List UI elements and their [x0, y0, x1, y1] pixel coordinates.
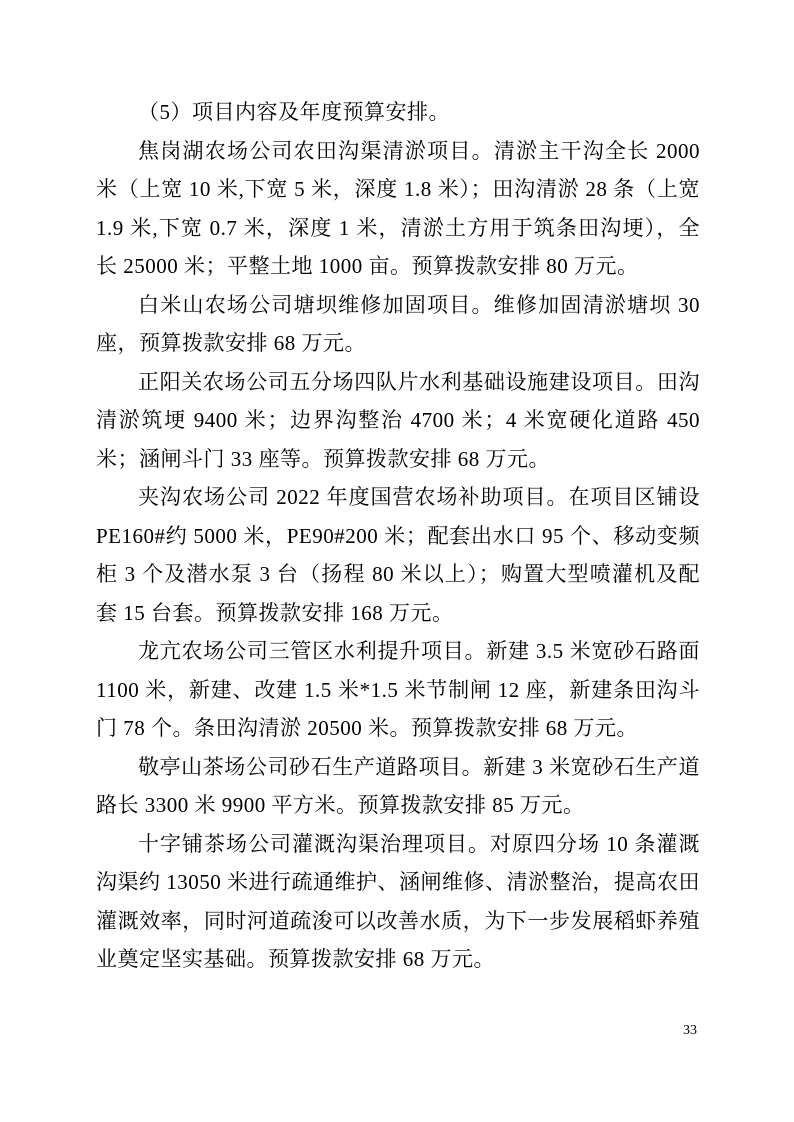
paragraph-baimishan-project: 白米山农场公司塘坝维修加固项目。维修加固清淤塘坝 30 座，预算拨款安排 68 万元。 — [96, 292, 700, 355]
page-number: 33 — [683, 1023, 697, 1038]
paragraph-longkang-project: 龙亢农场公司三管区水利提升项目。新建 3.5 米宽砂石路面 1100 米，新建、改建 1.5 米*1.5 米节制闸 12 座，新建条田沟斗门 78 个。条田沟清淤 20500 米。预算拨款安排 68 万元。 — [96, 639, 700, 740]
document-body — [96, 93, 700, 979]
paragraph-jiaoganghu-project: 焦岗湖农场公司农田沟渠清淤项目。清淤主干沟全长 2000 米（上宽 10 米,下宽 5 米，深度 1.8 米）；田沟清淤 28 条（上宽 1.9 米,下宽 0.7 米，深度 1 米，清淤土方用于筑条田沟埂），全长 25000 米；平整土地 1000 亩。预算拨款安排 80 万元。 — [96, 138, 700, 278]
paragraph-jingtingshan-project: 敬亭山茶场公司砂石生产道路项目。新建 3 米宽砂石生产道路长 3300 米 9900 平方米。预算拨款安排 85 万元。 — [96, 754, 700, 817]
paragraph-heading: （5）项目内容及年度预算安排。 — [138, 100, 450, 124]
paragraph-jiagou-project: 夹沟农场公司 2022 年度国营农场补助项目。在项目区铺设 PE160#约 5000 米，PE90#200 米；配套出水口 95 个、移动变频柜 3 个及潜水泵 3 台（扬程 80 米以上）；购置大型喷灌机及配套 15 台套。预算拨款安排 168 万元。 — [96, 485, 700, 625]
paragraph-shizipu-project: 十字铺茶场公司灌溉沟渠治理项目。对原四分场 10 条灌溉沟渠约 13050 米进行疏通维护、涵闸维修、清淤整治，提高农田灌溉效率，同时河道疏浚可以改善水质，为下一步发展稻虾养殖业奠定坚实基础。预算拨款安排 68 万元。 — [96, 831, 700, 971]
paragraph-zhengyangguan-project: 正阳关农场公司五分场四队片水利基础设施建设项目。田沟清淤筑埂 9400 米；边界沟整治 4700 米；4 米宽硬化道路 450 米；涵闸斗门 33 座等。预算拨款安排 68 万元。 — [96, 369, 700, 471]
